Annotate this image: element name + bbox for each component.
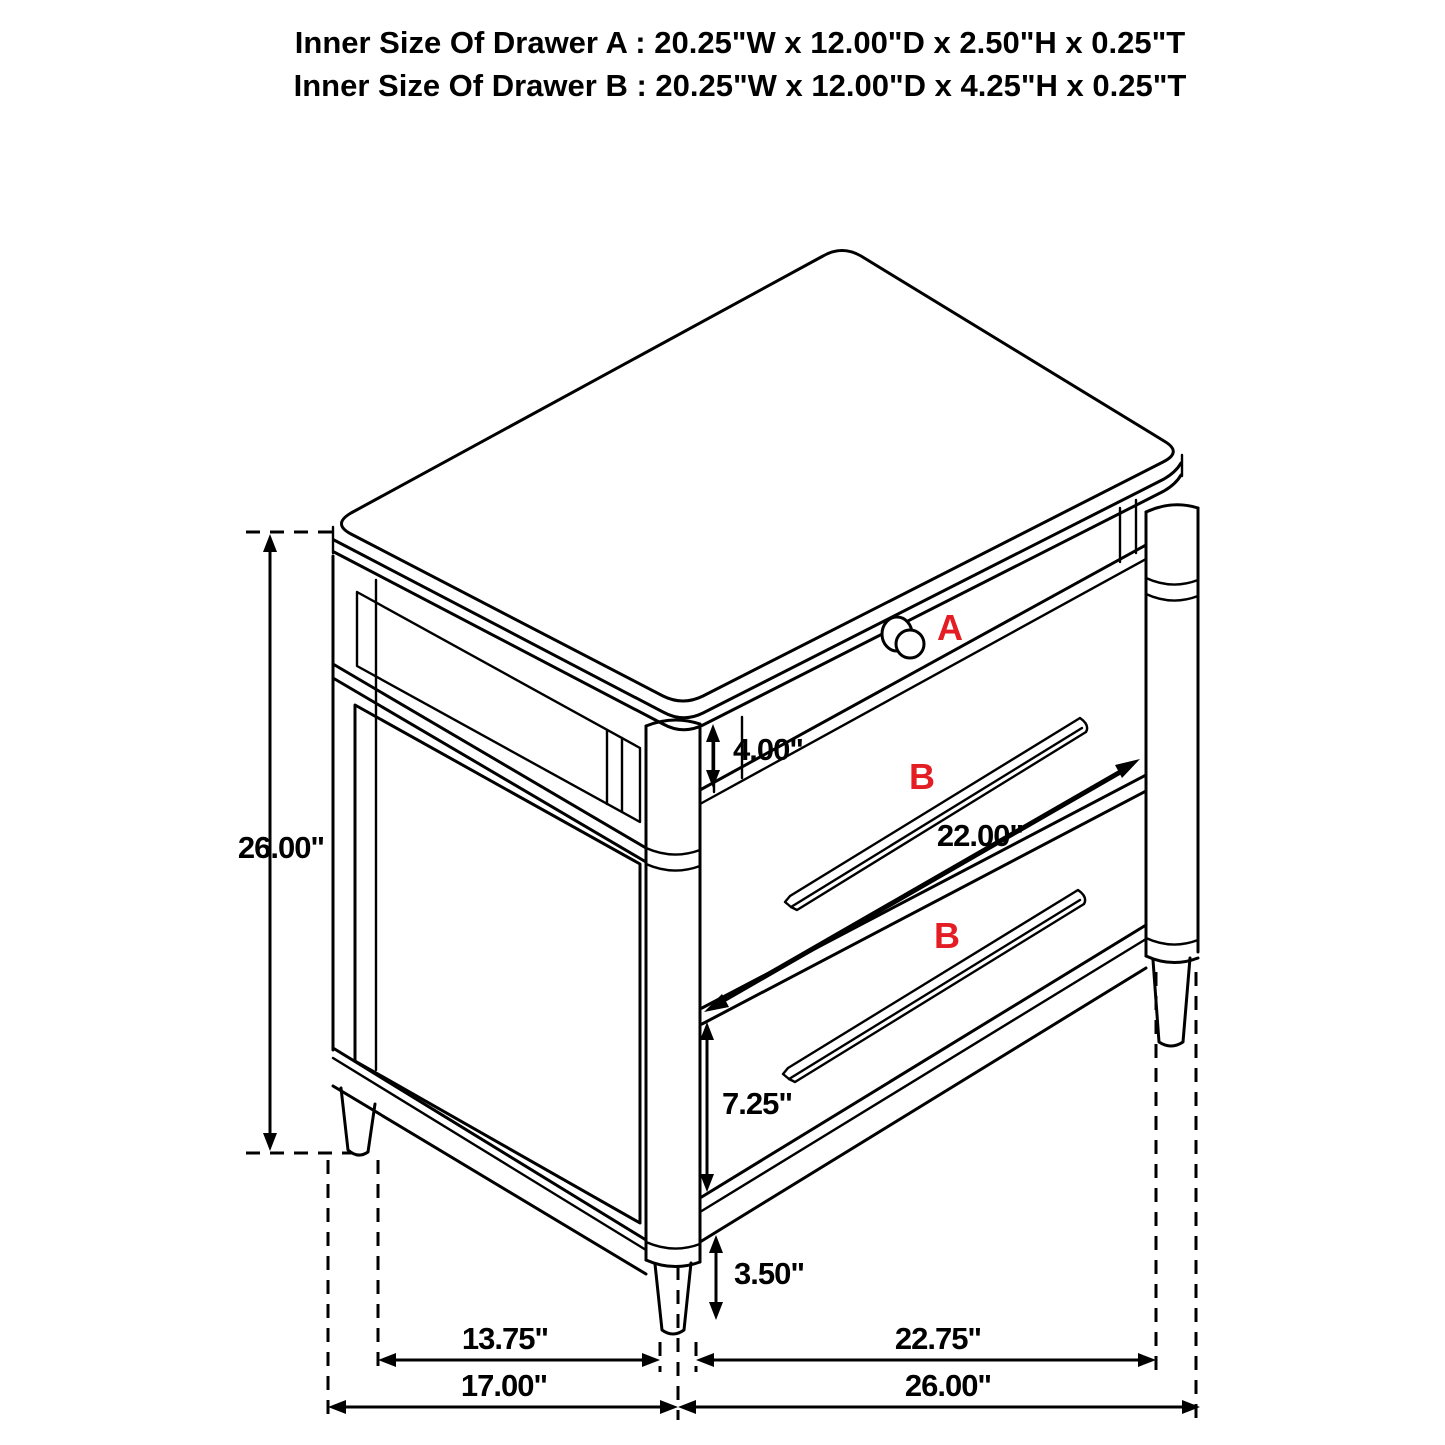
post-collar-top	[646, 848, 700, 855]
top-surface	[342, 251, 1174, 702]
overall-height-value: 26.00"	[237, 830, 325, 865]
drawer-b-middle-label: B	[909, 756, 935, 797]
dim-row-inner	[378, 1321, 1156, 1367]
dim-row-overall	[328, 1368, 1200, 1414]
dim-drawer-b-height	[700, 1022, 792, 1192]
projection-lines	[328, 972, 1196, 1420]
back-left-leg	[341, 1088, 375, 1155]
post-foot-ring	[1146, 938, 1198, 945]
front-right-leg	[1153, 958, 1190, 1046]
post-foot-ring	[646, 1242, 700, 1249]
width-overall-value: 26.00"	[904, 1368, 992, 1403]
front-bottom-rail-mid	[700, 939, 1146, 1212]
side-bottom-rail-top	[333, 1048, 646, 1240]
width-inner-value: 22.75"	[894, 1321, 982, 1356]
side-bottom-rail-mid	[333, 1058, 646, 1250]
front-bottom-rail-top	[700, 925, 1146, 1198]
depth-inner-value: 13.75"	[461, 1321, 549, 1356]
post-cap	[1146, 505, 1198, 512]
drawer-b-middle-handle	[785, 718, 1087, 910]
side-bottom-rail-bottom	[333, 1086, 646, 1274]
drawer-b-height-value: 7.25"	[722, 1086, 793, 1121]
drawer-a-height-value: 4.00"	[732, 732, 804, 767]
post-collar-bottom	[646, 864, 700, 871]
front-left-leg	[655, 1263, 691, 1334]
side-rail-a-bottom	[333, 678, 646, 862]
cabinet-top-slab	[333, 251, 1182, 730]
title-line-2: Inner Size Of Drawer B : 20.25"W x 12.00"D x 4.25"H x 0.25"T	[293, 68, 1187, 103]
drawer-a-knob	[882, 617, 924, 658]
title-line-1: Inner Size Of Drawer A : 20.25"W x 12.00"D x 2.50"H x 0.25"T	[294, 25, 1186, 60]
side-main-panel	[355, 705, 640, 1223]
dim-leg-height	[709, 1235, 804, 1320]
drawer-a-label: A	[937, 607, 963, 648]
depth-overall-value: 17.00"	[460, 1368, 548, 1403]
post-collar-top	[1146, 578, 1198, 585]
post-collar-bottom	[1146, 594, 1198, 601]
leg-height-value: 3.50"	[734, 1256, 805, 1291]
drawer-b-bottom-label: B	[934, 915, 960, 956]
front-left-post	[646, 720, 700, 1334]
opening-width-value: 22.00"	[936, 818, 1024, 853]
right-post	[1146, 505, 1198, 1046]
